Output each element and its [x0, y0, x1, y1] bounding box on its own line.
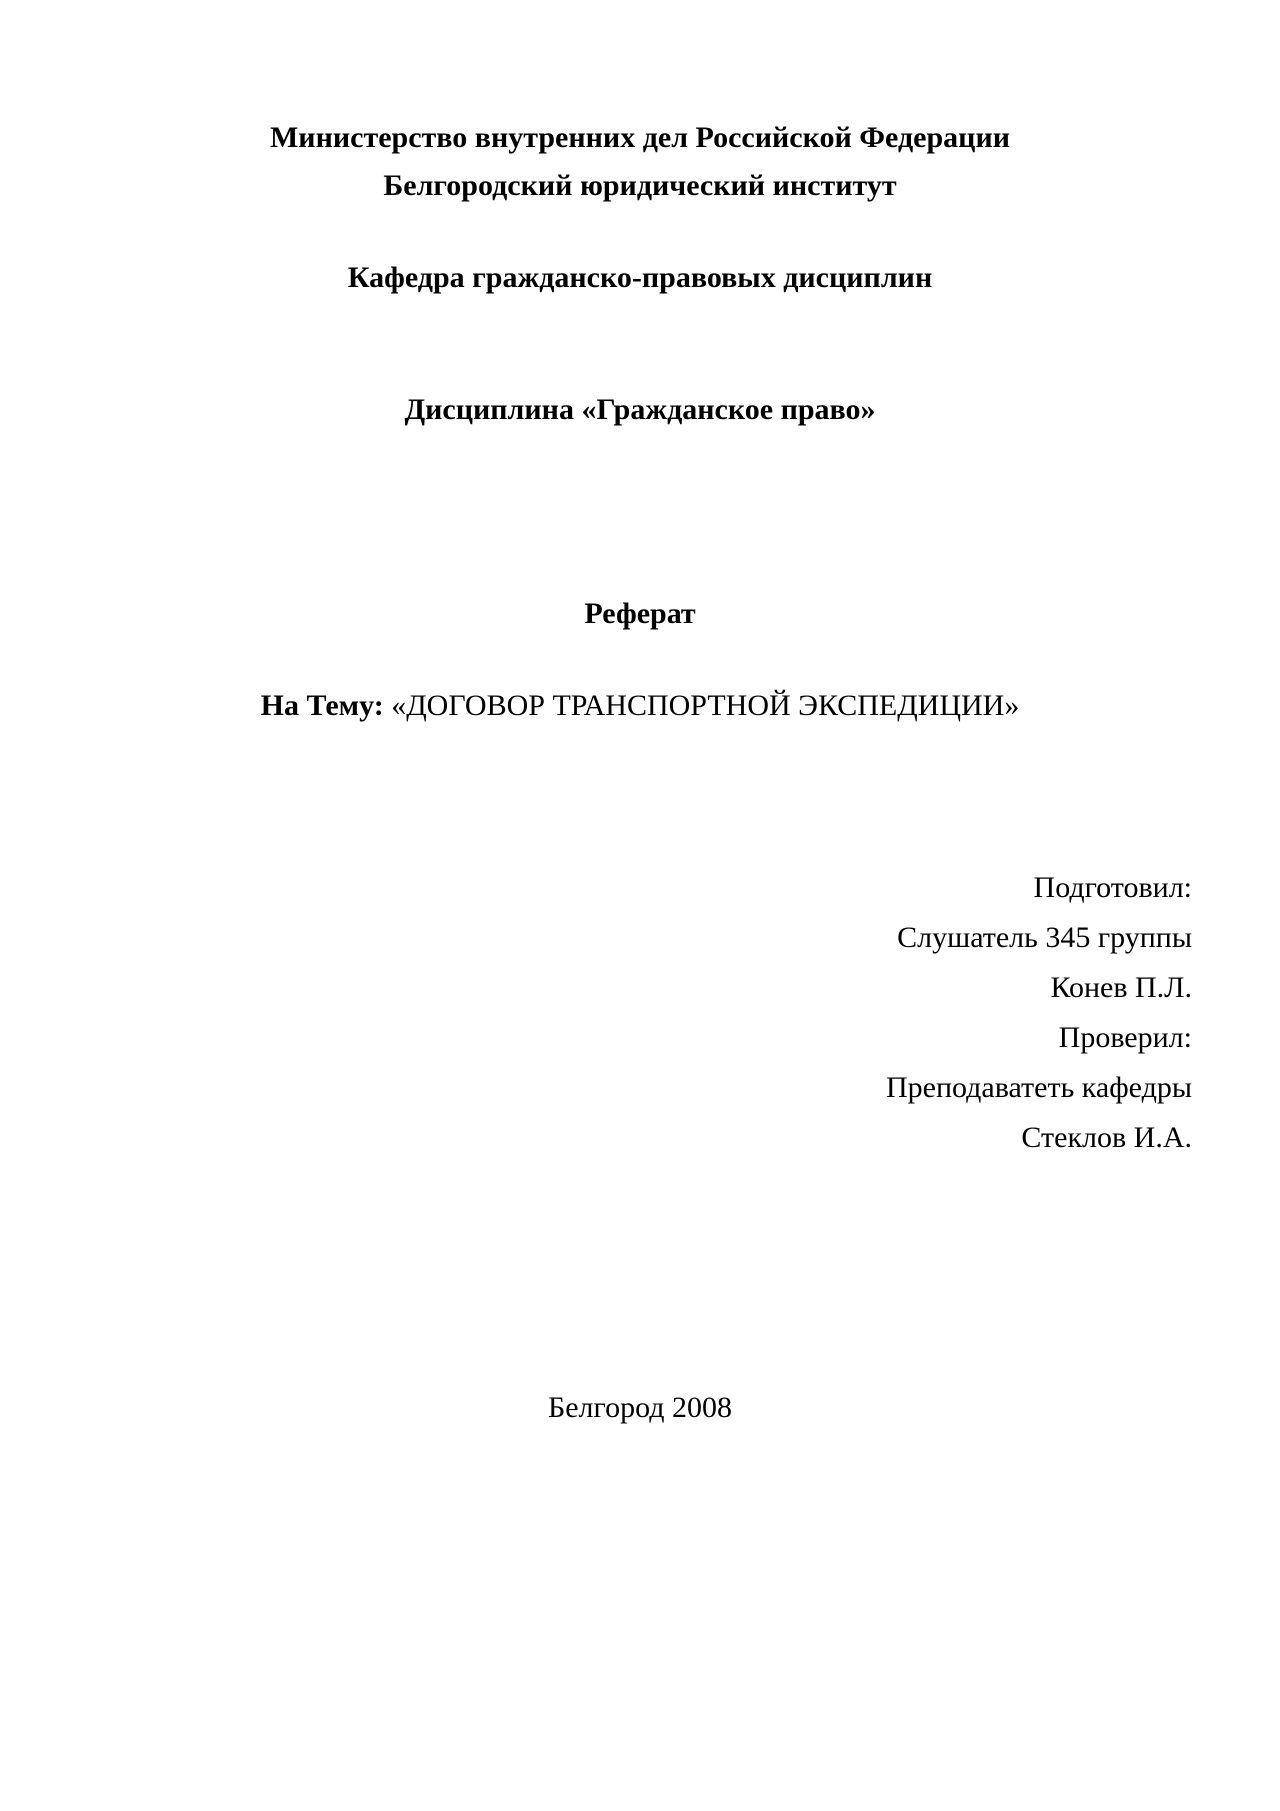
student-name: Конев П.Л. [1050, 971, 1192, 1004]
topic-prefix: На Тему: [260, 689, 384, 722]
authors-block [886, 870, 1192, 1170]
student-group: Слушатель 345 группы [897, 921, 1192, 954]
topic-title: «ДОГОВОР ТРАНСПОРТНОЙ ЭКСПЕДИЦИИ» [391, 689, 1020, 722]
work-type-title: Реферат [584, 597, 696, 630]
teacher-position: Преподаватеть кафедры [886, 1071, 1192, 1104]
city-year: Белгород 2008 [548, 1391, 732, 1424]
ministry-heading: Министерство внутренних дел Российской Федерации [269, 121, 1011, 154]
institute-heading: Белгородский юридический институт [383, 169, 897, 202]
teacher-name: Стеклов И.А. [1021, 1121, 1192, 1154]
prepared-label: Подготовил: [1033, 871, 1192, 904]
department-heading: Кафедра гражданско-правовых дисциплин [347, 261, 933, 294]
checked-label: Проверил: [1058, 1021, 1192, 1054]
discipline-heading: Дисциплина «Гражданское право» [404, 393, 876, 426]
topic-line [0, 688, 1280, 724]
